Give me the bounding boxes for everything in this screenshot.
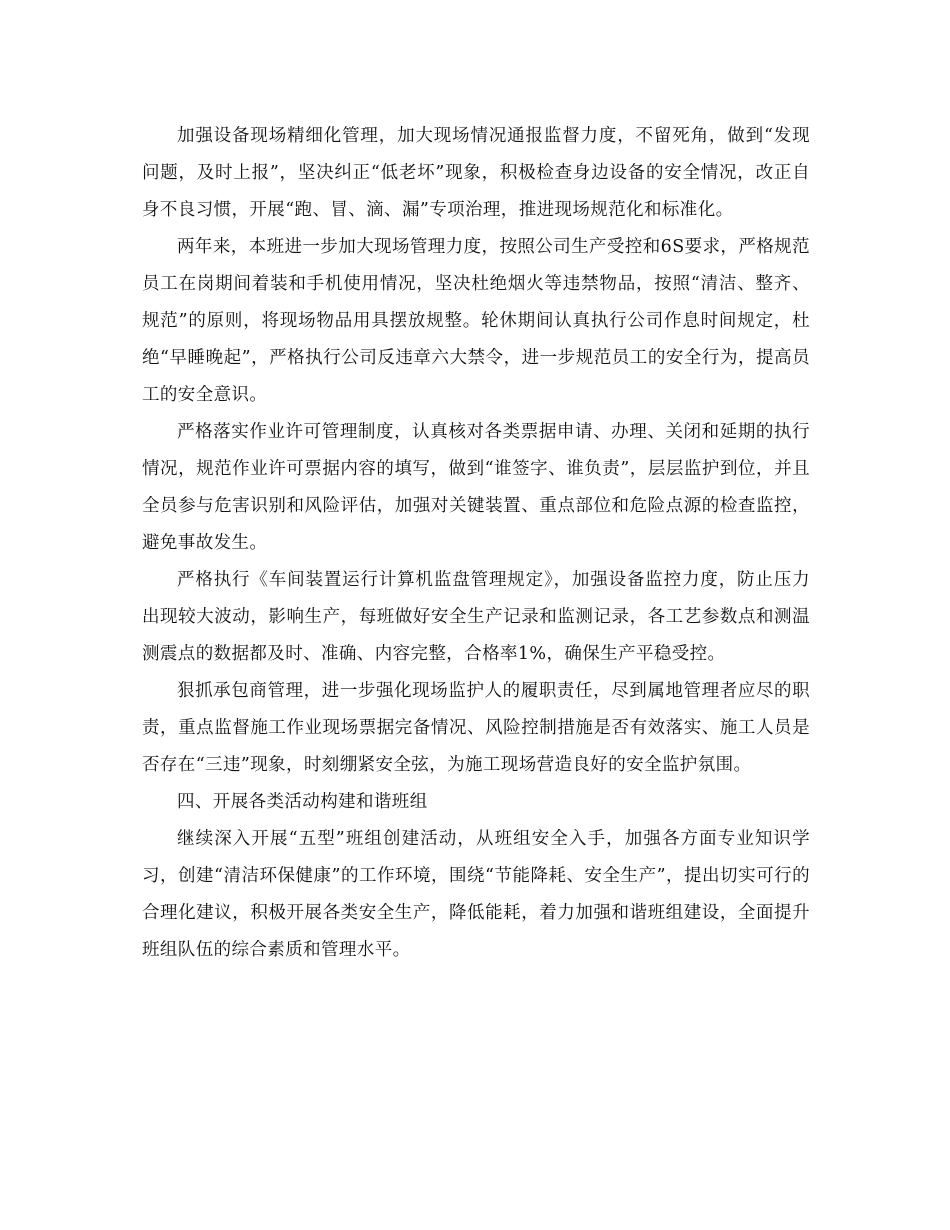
paragraph-contractor-management: 狠抓承包商管理，进一步强化现场监护人的履职责任，尽到属地管理者应尽的职责，重点监督施工作业现场票据完备情况、风险控制措施是否有效落实、施工人员是否存在“三违”现象，时刻绷紧安全弦，为施工现场营造良好的安全监护氛围。 bbox=[142, 681, 810, 775]
document-body bbox=[142, 118, 810, 969]
paragraph-work-permit: 严格落实作业许可管理制度，认真核对各类票据申请、办理、关闭和延期的执行情况，规范作业许可票据内容的填写，做到“谁签字、谁负责”，层层监护到位，并且全员参与危害识别和风险评估，加强对关键装置、重点部位和危险点源的检查监控，避免事故发生。 bbox=[142, 422, 810, 553]
paragraph-monitoring: 严格执行《车间装置运行计算机监盘管理规定》，加强设备监控力度，防止压力出现较大波动，影响生产，每班做好安全生产记录和监测记录，各工艺参数点和测温测震点的数据都及时、准确、内容完整，合格率1%，确保生产平稳受控。 bbox=[142, 570, 810, 664]
paragraph-equipment-management: 加强设备现场精细化管理，加大现场情况通报监督力度，不留死角，做到“发现问题，及时上报”，坚决纠正“低老坏”现象，积极检查身边设备的安全情况，改正自身不良习惯，开展“跑、冒、滴、漏”专项治理，推进现场规范化和标准化。 bbox=[142, 126, 810, 220]
paragraph-site-management: 两年来，本班进一步加大现场管理力度，按照公司生产受控和6S要求，严格规范员工在岗期间着装和手机使用情况，坚决杜绝烟火等违禁物品，按照“清洁、整齐、规范”的原则，将现场物品用具摆放规整。轮休期间认真执行公司作息时间规定，杜绝“早睡晚起”，严格执行公司反违章六大禁令，进一步规范员工的安全行为，提高员工的安全意识。 bbox=[142, 237, 810, 405]
paragraph-team-building: 继续深入开展“五型”班组创建活动，从班组安全入手，加强各方面专业知识学习，创建“清洁环保健康”的工作环境，围绕“节能降耗、安全生产”，提出切实可行的合理化建议，积极开展各类安全生产，降低能耗，着力加强和谐班组建设，全面提升班组队伍的综合素质和管理水平。 bbox=[142, 829, 810, 960]
section-heading: 四、开展各类活动构建和谐班组 bbox=[177, 792, 428, 812]
